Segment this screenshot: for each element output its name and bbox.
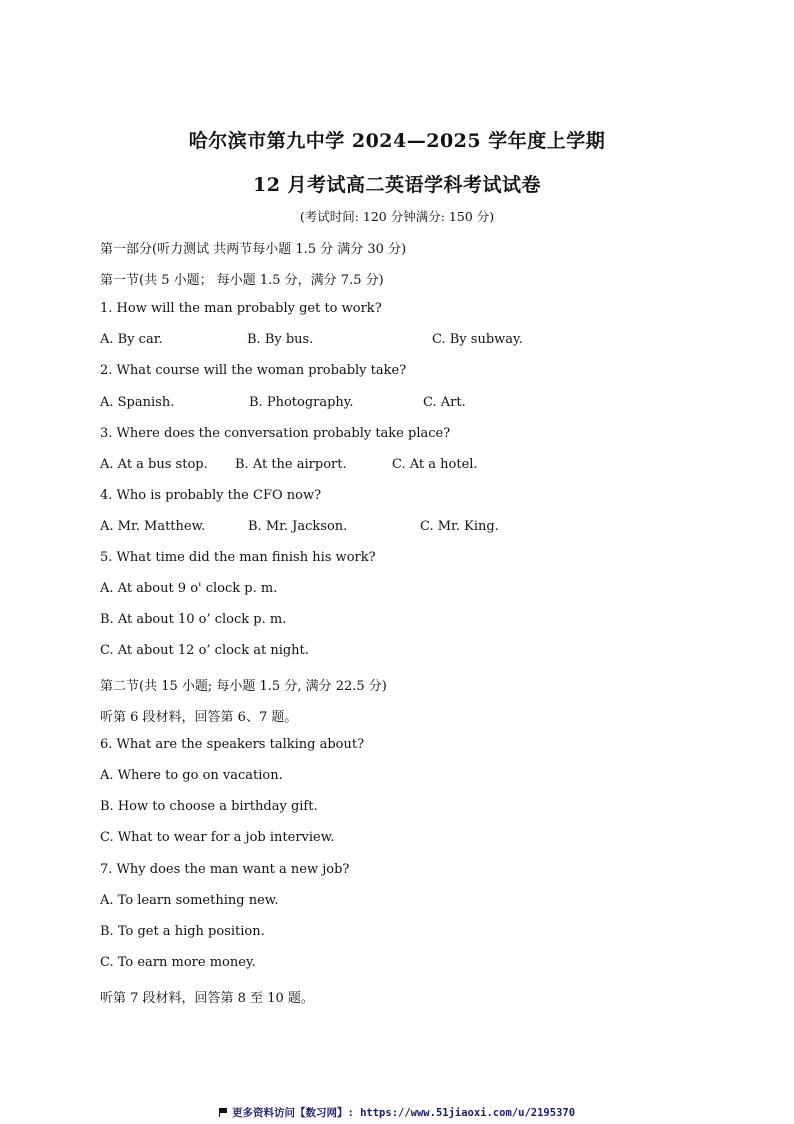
q4-option-c: C. Mr. King. [420, 519, 499, 534]
q2-option-a: A. Spanish. [100, 395, 175, 410]
question-2: 2. What course will the woman probably take? [100, 363, 407, 378]
q1-option-a: A. By car. [100, 332, 163, 347]
q1-option-c: C. By subway. [432, 332, 523, 347]
q6-option-c: C. What to wear for a job interview. [100, 830, 335, 845]
exam-title-line1: 哈尔滨市第九中学 2024—2025 学年度上学期 [188, 130, 606, 152]
exam-title-line2: 12 月考试高二英语学科考试试卷 [252, 174, 542, 196]
q2-option-c: C. Art. [423, 395, 466, 410]
footer-link[interactable] [0, 1105, 794, 1120]
question-6: 6. What are the speakers talking about? [100, 737, 365, 752]
exam-info: (考试时间: 120 分钟满分: 150 分) [299, 209, 495, 224]
flag-icon [219, 1108, 228, 1117]
q7-option-b: B. To get a high position. [100, 924, 265, 939]
section2-heading: 第二节(共 15 小题; 每小题 1.5 分, 满分 22.5 分) [100, 679, 387, 694]
material-6-instruction: 听第 6 段材料，回答第 6、7 题。 [100, 710, 298, 725]
q5-option-b: B. At about 10 o’ clock p. m. [100, 612, 287, 627]
q1-option-b: B. By bus. [247, 332, 314, 347]
q6-option-b: B. How to choose a birthday gift. [100, 799, 318, 814]
question-3: 3. Where does the conversation probably take place? [100, 426, 451, 441]
q4-option-a: A. Mr. Matthew. [100, 519, 206, 534]
q5-option-c: C. At about 12 o’ clock at night. [100, 643, 309, 658]
material-7-instruction: 听第 7 段材料，回答第 8 至 10 题。 [100, 991, 314, 1006]
q7-option-a: A. To learn something new. [100, 893, 279, 908]
q3-option-a: A. At a bus stop. [100, 457, 208, 472]
q4-option-b: B. Mr. Jackson. [248, 519, 348, 534]
q5-option-a: A. At about 9 o' clock p. m. [100, 581, 278, 596]
q2-option-b: B. Photography. [249, 395, 354, 410]
question-1: 1. How will the man probably get to work? [100, 301, 382, 316]
section1-heading: 第一节(共 5 小题； 每小题 1.5 分，满分 7.5 分) [100, 273, 384, 288]
q3-option-c: C. At a hotel. [392, 457, 478, 472]
question-5: 5. What time did the man finish his work? [100, 550, 376, 565]
footer-text[interactable]: 更多资料访问【数习网】: https://www.51jiaoxi.com/u/2195370 [231, 1107, 576, 1119]
q7-option-c: C. To earn more money. [100, 955, 256, 970]
question-7: 7. Why does the man want a new job? [100, 862, 350, 877]
question-4: 4. Who is probably the CFO now? [100, 488, 322, 503]
q3-option-b: B. At the airport. [235, 457, 347, 472]
q6-option-a: A. Where to go on vacation. [100, 768, 283, 783]
part1-heading: 第一部分(听力测试 共两节每小题 1.5 分 满分 30 分) [100, 242, 407, 257]
